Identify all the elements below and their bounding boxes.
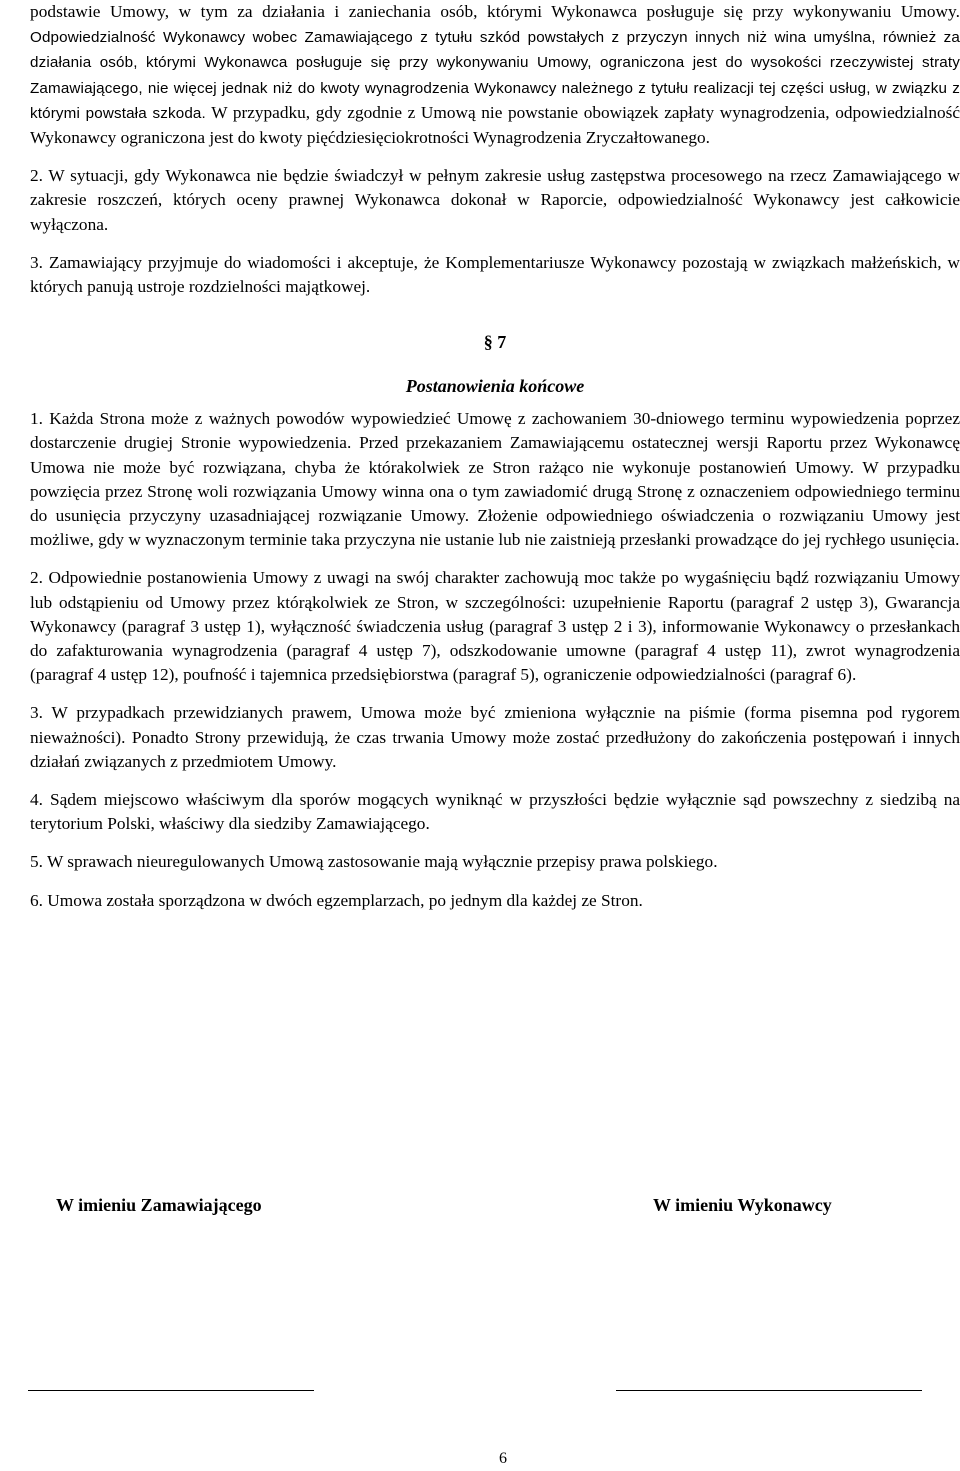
- point-text: Zamawiający przyjmuje do wiadomości i akceptuje, że Komplementariusze Wykonawcy pozostają w związkach małżeńskich, w których panują ustroje rozdzielności majątkowej.: [30, 252, 960, 297]
- point-number: 2.: [30, 568, 43, 588]
- signature-line-contractor: [616, 1390, 922, 1391]
- point-number: 3.: [30, 703, 43, 723]
- intro-part-1: podstawie Umowy, w tym za działania i zaniechania osób, którymi Wykonawca posługuje się przy wykonywaniu Umowy.: [30, 2, 960, 21]
- section-7-title: Postanowienia końcowe: [405, 376, 585, 397]
- point-number: 4.: [30, 790, 43, 810]
- section7-point-1: [30, 407, 960, 552]
- intro-part-3: W przypadku, gdy zgodnie z Umową nie powstanie obowiązek zapłaty wynagrodzenia, odpowiedzialność Wykonawcy ograniczona jest do kwoty pięćdziesięciokrotności Wynagrodzenia Zryczałtowanego.: [30, 102, 960, 148]
- document-page: [30, 0, 960, 913]
- section6-point-3: [30, 251, 960, 299]
- point-number: 2.: [30, 166, 43, 186]
- point-text: W sprawach nieuregulowanych Umową zastosowanie mają wyłącznie przepisy prawa polskiego.: [46, 852, 718, 872]
- page-number: 6: [499, 1450, 507, 1467]
- section7-point-4: [30, 788, 960, 836]
- point-text: W sytuacji, gdy Wykonawca nie będzie świadczył w pełnym zakresie usług zastępstwa procesowego na rzecz Zamawiającego w zakresie roszczeń, których oceny prawnej Wykonawca dokonał w Raporcie, odpowiedzialność Wykonawcy jest całkowicie wyłączona.: [30, 166, 960, 234]
- point-text: Odpowiednie postanowienia Umowy z uwagi na swój charakter zachowują moc także po wygaśnięciu bądź rozwiązaniu Umowy lub odstąpieniu od Umowy przez którąkolwiek ze Stron, w szczególności: uzupełnienie Raportu (paragraf 2 ustęp 3), Gwarancja Wykonawcy (paragraf 3 ustęp 1), wyłączność świadczenia usług (paragraf 3 ustęp 2 i 3), informowanie Wykonawcy o przesłankach do zafakturowania wynagrodzenia (paragraf 4 ustęp 7), odszkodowanie umowne (paragraf 4 ustęp 11), zwrot wynagrodzenia (paragraf 4 ustęp 12), poufność i tajemnica przedsiębiorstwa (paragraf 5), ograniczenie odpowiedzialności (paragraf 6).: [30, 568, 960, 685]
- point-text: Każda Strona może z ważnych powodów wypowiedzieć Umowę z zachowaniem 30-dniowego terminu wypowiedzenia poprzez dostarczenie drugiej Stronie wypowiedzenia. Przed przekazaniem Zamawiającemu ostatecznej wersji Raportu przez Wykonawcę Umowa nie może być rozwiązana, chyba że którakolwiek ze Stron rażąco nie wykonuje postanowień Umowy. W przypadku powzięcia przez Stronę woli rozwiązania Umowy winna ona o tym zawiadomić drugą Stronę z oznaczeniem odpowiedniego terminu do usunięcia przyczyny uzasadniającej rozwiązanie Umowy. Złożenie odpowiedniego oświadczenia o rozwiązaniu Umowy jest możliwe, gdy w wyznaczonym terminie taka przyczyna nie ustanie lub nie zaistnieją przesłanki prowadzące do jej rychłego usunięcia.: [30, 409, 960, 550]
- point-number: 3.: [30, 252, 43, 272]
- point-text: Umowa została sporządzona w dwóch egzemplarzach, po jednym dla każdej ze Stron.: [47, 890, 643, 910]
- signature-label-ordering-party: W imieniu Zamawiającego: [56, 1195, 262, 1215]
- section7-point-2: [30, 566, 960, 687]
- signature-block: [0, 1195, 960, 1225]
- section7-point-3: [30, 701, 960, 774]
- intro-part-2: Odpowiedzialność Wykonawcy wobec Zamawiającego z tytułu szkód powstałych z przyczyn innych niż wina umyślna, również za działania osób, którymi Wykonawca posługuje się przy wykonywaniu Umowy, ograniczona jest do wysokości rzeczywistej straty Zamawiającego, nie więcej jednak niż do kwoty wynagrodzenia Wykonawcy należnego z tytułu realizacji tej części usług, w związku z którymi powstała szkoda.: [30, 29, 960, 122]
- point-text: W przypadkach przewidzianych prawem, Umowa może być zmieniona wyłącznie na piśmie (forma pisemna pod rygorem nieważności). Ponadto Strony przewidują, że czas trwania Umowy może zostać przedłużony do zakończenia postępowań i innych działań związanych z przedmiotem Umowy.: [30, 703, 960, 771]
- section7-point-5: [30, 850, 960, 874]
- signature-label-contractor: W imieniu Wykonawcy: [653, 1195, 832, 1215]
- section7-point-6: [30, 889, 960, 913]
- point-number: 1.: [30, 409, 43, 429]
- section-7-mark: § 7: [483, 332, 507, 353]
- point-number: 6.: [30, 890, 43, 910]
- signature-line-ordering-party: [28, 1390, 314, 1391]
- point-number: 5.: [30, 852, 43, 872]
- point-text: Sądem miejscowo właściwym dla sporów mogących wyniknąć w przyszłości będzie wyłącznie sąd powszechny z siedzibą na terytorium Polski, właściwy dla siedziby Zamawiającego.: [30, 790, 960, 834]
- intro-paragraph: [30, 0, 960, 150]
- section6-point-2: [30, 164, 960, 237]
